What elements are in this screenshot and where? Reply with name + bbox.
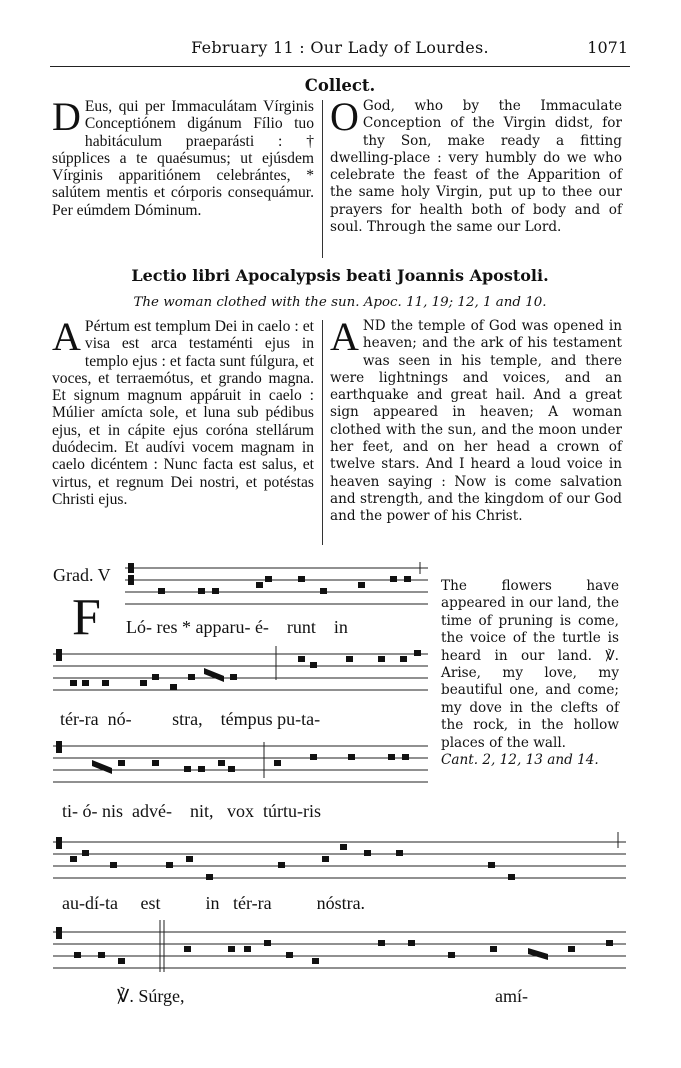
- chant-staff-4: [48, 830, 628, 894]
- lectio-heading: Lectio libri Apocalypsis beati Joannis Apostoli.: [131, 266, 549, 285]
- gradual-translation-text: The flowers have appeared in our land, the time of pruning is come, the voice of the turtle is heard in our land. ℣. Arise, my love, my beautiful one, and come; my dove in the clefts of the rock, in the hollow places of the wall.: [441, 578, 619, 751]
- chant-staff-3: [48, 738, 430, 790]
- gradual-label: Grad. V: [53, 565, 111, 585]
- gradual-translation: [441, 578, 619, 769]
- collect-latin-text: Eus, qui per Immaculátam Vírginis Conceptiónem digánum Fílio tuo habitáculum praeparásti : † súpplices a te quaésumus; ut ejúsdem Vírginis apparitiónem celebrántes, * salútem mentis et córporis consequámur. Per eúmdem Dóminum.: [52, 98, 314, 219]
- column-divider-2: [322, 320, 323, 545]
- page-number: 1071: [587, 38, 628, 57]
- chant-staff-1: [120, 560, 430, 612]
- collect-english-text: God, who by the Immaculate Conception of the Virgin didst, for thy Son, make ready a fitting dwelling-place : very humbly do we who celebrate the feast of the Apparition of the same holy Virgin, put up to thee our prayers for health both of body and of soul. Through the same our Lord.: [330, 98, 622, 236]
- lyrics-line-1: Ló- res * apparu- é- runt in: [126, 617, 348, 637]
- lectio-english-initial: A: [330, 314, 359, 359]
- running-header: [50, 36, 630, 67]
- gradual-reference: Cant. 2, 12, 13 and 14.: [441, 752, 599, 769]
- collect-english: [330, 94, 622, 236]
- gradual-initial: F: [72, 589, 101, 646]
- lectio-english-text: ND the temple of God was opened in heaven; and the ark of his testament was seen in his temple, and there were lightnings and voices, and an earthquake and great hail. And a great sign appeared in heaven; A woman clothed with the sun, and the moon under her feet, and on her head a crown of twelve stars. And I heard a loud voice in heaven saying : Now is come salvation and strength, and the kingdom of our God and the power of his Christ.: [330, 318, 622, 525]
- chant-staff-2: [48, 640, 430, 702]
- lyrics-line-3: ti- ó- nis advé- nit, vox túrtu-ris: [62, 801, 321, 821]
- chant-staff-5: [48, 920, 628, 980]
- verse-label: ℣. Súrge,: [117, 986, 185, 1006]
- lectio-english: [330, 314, 622, 526]
- lectio-latin-initial: A: [52, 314, 81, 359]
- lyrics-line-2: tér-ra nó- stra, témpus pu-ta-: [60, 709, 321, 729]
- header-title: February 11 : Our Lady of Lourdes.: [191, 38, 489, 57]
- collect-latin-initial: D: [52, 94, 81, 139]
- verse-end-syllable: amí-: [495, 986, 528, 1006]
- collect-latin: [52, 94, 314, 219]
- column-divider: [322, 100, 323, 258]
- lyrics-line-4: au-dí-ta est in tér-ra nóstra.: [62, 893, 366, 913]
- lectio-latin-text: Pértum est templum Dei in caelo : et visa est arca testaménti ejus in templo ejus : et facta sunt fúlgura, et voces, et terraemótus, et grando magna. Et signum magnum appáruit in caelo : Múlier amícta sole, et luna sub pédibus ejus, et in cápite ejus coróna stellárum duódecim. Et audívi vocem magnam in caelo dicéntem : Nunc facta est salus, et virtus, et regnum Dei nostri, et potéstas Christi ejus.: [52, 318, 314, 508]
- collect-heading: Collect.: [304, 76, 376, 95]
- lectio-latin: [52, 314, 314, 508]
- collect-english-initial: O: [330, 94, 359, 139]
- lectio-subheading: The woman clothed with the sun. Apoc. 11, 19; 12, 1 and 10.: [133, 295, 547, 310]
